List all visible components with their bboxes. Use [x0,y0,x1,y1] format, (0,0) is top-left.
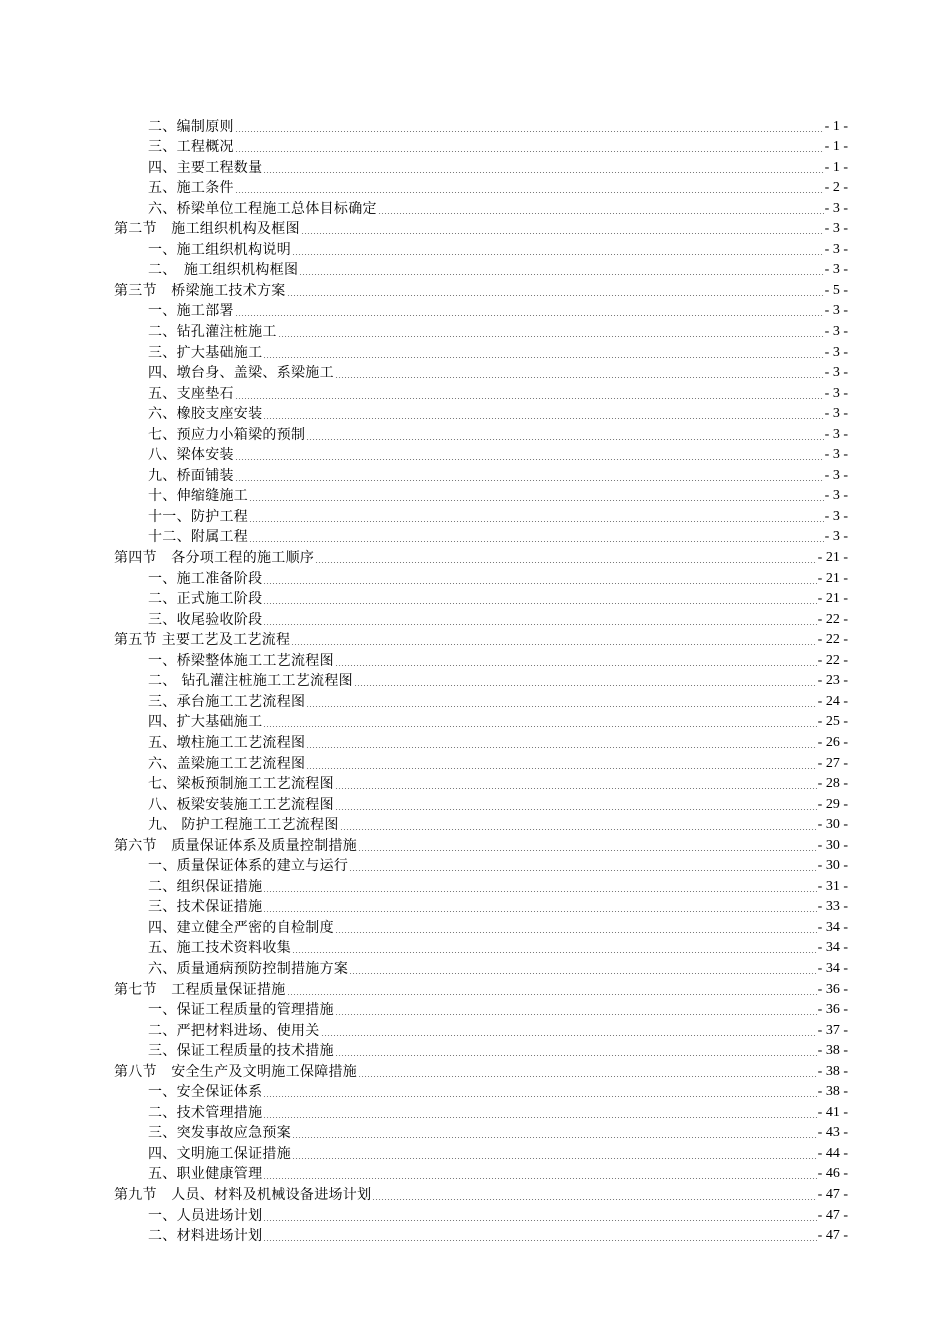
toc-dot-leader [335,377,824,378]
toc-section-entry[interactable] [114,1059,848,1080]
toc-subsection-entry[interactable] [114,340,848,361]
toc-entry-page-number: - 1 - [824,159,848,175]
toc-subsection-entry[interactable] [114,114,848,135]
toc-entry-page-number: - 2 - [824,180,848,196]
toc-entry-page-number: - 3 - [824,488,848,504]
toc-dot-leader [292,1158,817,1159]
toc-entry-title: 九、桥面铺装 [148,467,234,484]
toc-entry-title: 第二节 施工组织机构及框图 [114,221,300,238]
toc-subsection-entry[interactable] [114,895,848,916]
toc-entry-page-number: - 21 - [817,570,848,586]
toc-entry-page-number: - 46 - [817,1166,848,1182]
toc-dot-leader [301,233,824,234]
toc-entry-page-number: - 22 - [817,611,848,627]
toc-dot-leader [249,521,824,522]
toc-section-entry[interactable] [114,977,848,998]
toc-entry-page-number: - 23 - [817,673,848,689]
toc-entry-page-number: - 3 - [824,467,848,483]
toc-subsection-entry[interactable] [114,772,848,793]
toc-subsection-entry[interactable] [114,196,848,217]
toc-entry-page-number: - 3 - [824,344,848,360]
toc-entry-page-number: - 30 - [817,858,848,874]
toc-entry-title: 一、施工部署 [148,303,234,320]
toc-section-entry[interactable] [114,545,848,566]
toc-subsection-entry[interactable] [114,813,848,834]
toc-subsection-entry[interactable] [114,689,848,710]
toc-entry-page-number: - 41 - [817,1104,848,1120]
toc-entry-page-number: - 21 - [817,550,848,566]
toc-entry-title: 七、预应力小箱梁的预制 [148,426,306,443]
toc-dot-leader [315,562,816,563]
toc-entry-page-number: - 47 - [817,1228,848,1244]
toc-entry-title: 二、技术管理措施 [148,1104,263,1121]
toc-entry-title: 二、材料进场计划 [148,1228,263,1245]
toc-dot-leader [354,685,817,686]
toc-dot-leader [235,480,824,481]
toc-dot-leader [321,1035,817,1036]
toc-entry-title: 三、保证工程质量的技术措施 [148,1043,334,1060]
toc-entry-title: 第五节 主要工艺及工艺流程 [114,632,291,649]
toc-entry-page-number: - 47 - [817,1207,848,1223]
toc-dot-leader [335,1014,817,1015]
toc-entry-page-number: - 3 - [824,200,848,216]
toc-dot-leader [263,583,816,584]
toc-entry-page-number: - 22 - [817,652,848,668]
toc-dot-leader [235,151,824,152]
toc-entry-page-number: - 47 - [817,1186,848,1202]
toc-entry-title: 七、梁板预制施工工艺流程图 [148,776,334,793]
toc-subsection-entry[interactable] [114,525,848,546]
toc-entry-page-number: - 33 - [817,899,848,915]
toc-entry-title: 四、文明施工保证措施 [148,1145,291,1162]
toc-entry-title: 第九节 人员、材料及机械设备进场计划 [114,1186,372,1203]
toc-dot-leader [358,1076,817,1077]
toc-entry-title: 二、钻孔灌注桩施工 [148,324,277,341]
toc-dot-leader [349,870,816,871]
toc-entry-page-number: - 38 - [817,1063,848,1079]
toc-entry-title: 六、质量通病预防控制措施方案 [148,960,349,977]
toc-entry-page-number: - 34 - [817,919,848,935]
toc-entry-title: 第七节 工程质量保证措施 [114,981,286,998]
toc-entry-page-number: - 1 - [824,139,848,155]
toc-entry-title: 五、施工条件 [148,180,234,197]
toc-subsection-entry[interactable] [114,402,848,423]
toc-entry-page-number: - 38 - [817,1084,848,1100]
toc-dot-leader [335,809,817,810]
toc-entry-title: 三、收尾验收阶段 [148,611,263,628]
toc-entry-page-number: - 26 - [817,734,848,750]
toc-entry-title: 二、组织保证措施 [148,878,263,895]
toc-subsection-entry[interactable] [114,874,848,895]
toc-section-entry[interactable] [114,278,848,299]
toc-subsection-entry[interactable] [114,792,848,813]
toc-entry-page-number: - 30 - [817,837,848,853]
toc-subsection-entry[interactable] [114,443,848,464]
toc-subsection-entry[interactable] [114,915,848,936]
toc-entry-title: 二、 钻孔灌注桩施工工艺流程图 [148,673,353,690]
toc-entry-title: 第八节 安全生产及文明施工保障措施 [114,1063,358,1080]
toc-entry-title: 一、施工准备阶段 [148,570,263,587]
toc-dot-leader [263,891,816,892]
toc-subsection-entry[interactable] [114,463,848,484]
toc-subsection-entry[interactable] [114,566,848,587]
toc-dot-leader [291,644,816,645]
toc-dot-leader [335,932,817,933]
toc-dot-leader [335,665,817,666]
toc-entry-page-number: - 3 - [824,262,848,278]
toc-entry-page-number: - 31 - [817,878,848,894]
toc-subsection-entry[interactable] [114,956,848,977]
toc-entry-title: 五、职业健康管理 [148,1166,263,1183]
toc-subsection-entry[interactable] [114,299,848,320]
toc-subsection-entry[interactable] [114,607,848,628]
toc-entry-page-number: - 24 - [817,693,848,709]
toc-dot-leader [306,768,816,769]
toc-dot-leader [349,973,816,974]
toc-dot-leader [235,459,824,460]
table-of-contents [114,114,848,1244]
toc-dot-leader [335,788,817,789]
toc-subsection-entry[interactable] [114,258,848,279]
toc-entry-title: 四、墩台身、盖梁、系梁施工 [148,365,334,382]
toc-section-entry[interactable] [114,1182,848,1203]
toc-dot-leader [263,1220,816,1221]
toc-entry-page-number: - 3 - [824,365,848,381]
toc-entry-title: 三、工程概况 [148,139,234,156]
toc-dot-leader [287,994,817,995]
toc-entry-page-number: - 37 - [817,1022,848,1038]
toc-dot-leader [335,1055,817,1056]
toc-entry-title: 五、支座垫石 [148,385,234,402]
toc-subsection-entry[interactable] [114,381,848,402]
toc-dot-leader [263,418,823,419]
toc-entry-title: 一、安全保证体系 [148,1084,263,1101]
toc-entry-page-number: - 3 - [824,508,848,524]
toc-subsection-entry[interactable] [114,710,848,731]
toc-dot-leader [287,295,824,296]
toc-subsection-entry[interactable] [114,587,848,608]
toc-dot-leader [263,624,816,625]
toc-entry-page-number: - 34 - [817,940,848,956]
toc-entry-page-number: - 21 - [817,591,848,607]
toc-entry-page-number: - 5 - [824,282,848,298]
toc-entry-page-number: - 44 - [817,1145,848,1161]
toc-subsection-entry[interactable] [114,135,848,156]
toc-entry-title: 三、技术保证措施 [148,899,263,916]
toc-dot-leader [249,541,824,542]
toc-entry-page-number: - 36 - [817,1002,848,1018]
toc-entry-page-number: - 3 - [824,385,848,401]
toc-subsection-entry[interactable] [114,1203,848,1224]
toc-dot-leader [263,1240,816,1241]
toc-subsection-entry[interactable] [114,361,848,382]
toc-dot-leader [235,192,824,193]
toc-subsection-entry[interactable] [114,237,848,258]
toc-entry-title: 二、正式施工阶段 [148,591,263,608]
toc-dot-leader [263,726,816,727]
toc-entry-title: 第三节 桥梁施工技术方案 [114,282,286,299]
toc-entry-page-number: - 27 - [817,755,848,771]
toc-entry-page-number: - 25 - [817,714,848,730]
toc-entry-page-number: - 28 - [817,776,848,792]
toc-entry-page-number: - 38 - [817,1043,848,1059]
toc-subsection-entry[interactable] [114,998,848,1019]
toc-entry-title: 四、扩大基础施工 [148,714,263,731]
toc-dot-leader [278,336,824,337]
toc-entry-page-number: - 3 - [824,303,848,319]
toc-dot-leader [263,911,816,912]
toc-dot-leader [263,1096,816,1097]
toc-entry-title: 二、严把材料进场、使用关 [148,1022,320,1039]
toc-entry-page-number: - 43 - [817,1125,848,1141]
toc-subsection-entry[interactable] [114,176,848,197]
toc-entry-title: 一、施工组织机构说明 [148,241,291,258]
toc-dot-leader [358,850,817,851]
toc-dot-leader [372,1199,816,1200]
toc-entry-title: 六、桥梁单位工程施工总体目标确定 [148,200,377,217]
toc-entry-title: 八、板梁安装施工工艺流程图 [148,796,334,813]
toc-dot-leader [306,706,816,707]
toc-entry-title: 四、建立健全严密的自检制度 [148,919,334,936]
toc-subsection-entry[interactable] [114,854,848,875]
toc-dot-leader [292,254,824,255]
toc-dot-leader [235,131,824,132]
toc-entry-page-number: - 34 - [817,960,848,976]
toc-entry-page-number: - 22 - [817,632,848,648]
toc-entry-title: 一、桥梁整体施工工艺流程图 [148,652,334,669]
toc-dot-leader [340,829,817,830]
toc-entry-page-number: - 36 - [817,981,848,997]
toc-entry-title: 第四节 各分项工程的施工顺序 [114,550,315,567]
toc-entry-page-number: - 30 - [817,817,848,833]
toc-subsection-entry[interactable] [114,1080,848,1101]
toc-entry-page-number: - 3 - [824,406,848,422]
toc-entry-title: 十一、防护工程 [148,508,249,525]
toc-entry-page-number: - 3 - [824,529,848,545]
toc-section-entry[interactable] [114,217,848,238]
toc-subsection-entry[interactable] [114,422,848,443]
toc-entry-title: 九、 防护工程施工工艺流程图 [148,817,339,834]
toc-dot-leader [263,1117,816,1118]
toc-subsection-entry[interactable] [114,1162,848,1183]
toc-dot-leader [306,439,823,440]
toc-subsection-entry[interactable] [114,1018,848,1039]
toc-dot-leader [249,500,824,501]
toc-dot-leader [292,952,817,953]
toc-entry-title: 一、保证工程质量的管理措施 [148,1002,334,1019]
toc-subsection-entry[interactable] [114,1141,848,1162]
toc-entry-page-number: - 3 - [824,447,848,463]
toc-entry-title: 二、 施工组织机构框图 [148,262,299,279]
toc-subsection-entry[interactable] [114,1100,848,1121]
toc-entry-title: 六、橡胶支座安装 [148,406,263,423]
toc-entry-title: 三、承台施工工艺流程图 [148,693,306,710]
toc-entry-title: 三、扩大基础施工 [148,344,263,361]
toc-subsection-entry[interactable] [114,1224,848,1245]
toc-dot-leader [306,747,816,748]
toc-entry-page-number: - 3 - [824,324,848,340]
toc-dot-leader [378,213,824,214]
toc-entry-title: 六、盖梁施工工艺流程图 [148,755,306,772]
toc-subsection-entry[interactable] [114,751,848,772]
toc-entry-title: 八、梁体安装 [148,447,234,464]
toc-entry-title: 一、质量保证体系的建立与运行 [148,858,349,875]
toc-entry-title: 五、施工技术资料收集 [148,940,291,957]
toc-subsection-entry[interactable] [114,504,848,525]
toc-entry-page-number: - 29 - [817,796,848,812]
toc-dot-leader [263,357,823,358]
toc-dot-leader [263,603,816,604]
toc-subsection-entry[interactable] [114,730,848,751]
toc-subsection-entry[interactable] [114,155,848,176]
toc-dot-leader [263,172,823,173]
toc-entry-title: 第六节 质量保证体系及质量控制措施 [114,837,358,854]
toc-entry-title: 二、编制原则 [148,118,234,135]
toc-entry-title: 四、主要工程数量 [148,159,263,176]
toc-dot-leader [292,1137,817,1138]
toc-entry-title: 五、墩柱施工工艺流程图 [148,734,306,751]
toc-dot-leader [263,1178,816,1179]
toc-entry-title: 三、突发事故应急预案 [148,1125,291,1142]
toc-subsection-entry[interactable] [114,1121,848,1142]
toc-entry-title: 十二、附属工程 [148,529,249,546]
toc-entry-title: 一、人员进场计划 [148,1207,263,1224]
toc-entry-page-number: - 1 - [824,118,848,134]
toc-entry-page-number: - 3 - [824,241,848,257]
toc-subsection-entry[interactable] [114,936,848,957]
toc-section-entry[interactable] [114,833,848,854]
toc-entry-page-number: - 3 - [824,221,848,237]
toc-dot-leader [235,398,824,399]
toc-subsection-entry[interactable] [114,648,848,669]
toc-subsection-entry[interactable] [114,319,848,340]
toc-section-entry[interactable] [114,628,848,649]
toc-dot-leader [235,315,824,316]
toc-subsection-entry[interactable] [114,669,848,690]
toc-entry-title: 十、伸缩缝施工 [148,488,249,505]
toc-subsection-entry[interactable] [114,484,848,505]
toc-entry-page-number: - 3 - [824,426,848,442]
toc-subsection-entry[interactable] [114,1039,848,1060]
toc-dot-leader [299,274,823,275]
